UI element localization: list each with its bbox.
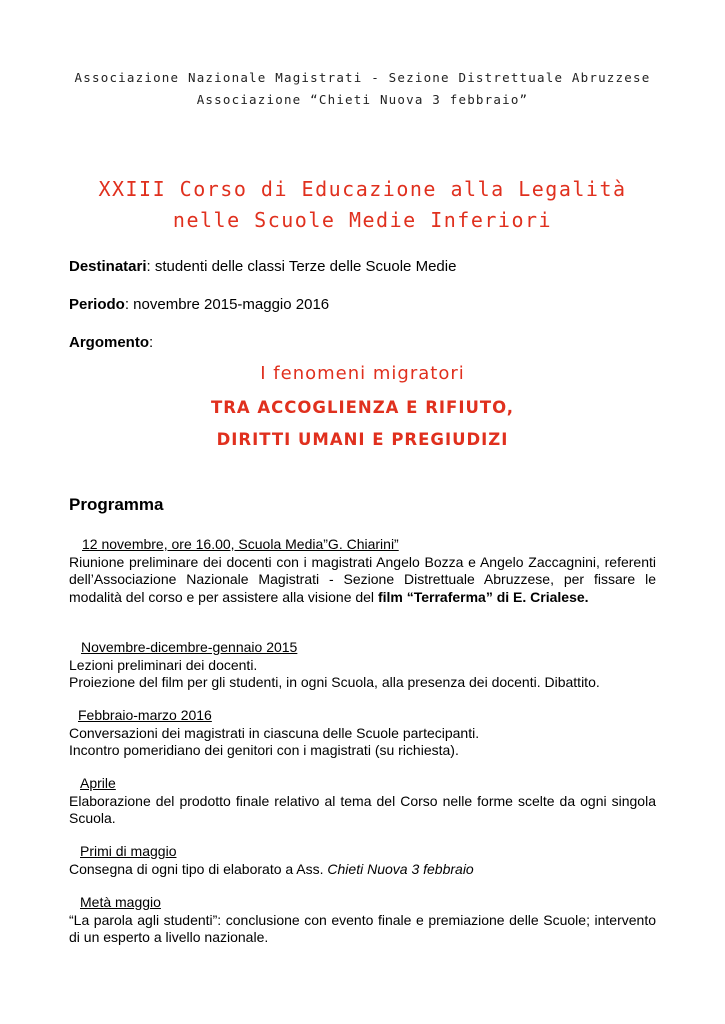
title-line-1: XXIII Corso di Educazione alla Legalità bbox=[98, 177, 627, 201]
destinatari-label: Destinatari bbox=[69, 258, 147, 275]
destinatari-value: : studenti delle classi Terze delle Scuole Medie bbox=[146, 258, 457, 275]
title-line-2: nelle Scuole Medie Inferiori bbox=[172, 208, 553, 232]
item-text-2: Proiezione del film per gli studenti, in ogni Scuola, alla presenza dei docenti. Dibattito. bbox=[69, 674, 600, 690]
programma-heading: Programma bbox=[69, 495, 164, 514]
periodo-value: : novembre 2015-maggio 2016 bbox=[124, 296, 330, 313]
argomento-value: : bbox=[149, 334, 154, 351]
item-date: Primi di maggio bbox=[80, 843, 177, 859]
argomento-label: Argomento bbox=[69, 334, 149, 351]
item-text: Conversazioni dei magistrati in ciascuna delle Scuole partecipanti. bbox=[69, 724, 480, 741]
item-date: Metà maggio bbox=[80, 894, 161, 910]
item-text-2: Incontro pomeridiano dei genitori con i magistrati (su richiesta). bbox=[69, 742, 459, 758]
course-title bbox=[0, 174, 725, 236]
item-text: Riunione preliminare dei docenti con i magistrati Angelo Bozza e Angelo Zaccagnini, referenti dell’Associazione Nazionale Magistrati - Sezione Distrettuale Abruzzese, per fissare le modalità del corso e per assistere alla visione del film “Terraferma” di E. Crialese. bbox=[69, 553, 656, 605]
periodo-label: Periodo bbox=[69, 296, 125, 313]
header-line-2: Associazione “Chieti Nuova 3 febbraio” bbox=[196, 92, 529, 107]
item-text: Consegna di ogni tipo di elaborato a Ass. Chieti Nuova 3 febbraio bbox=[69, 860, 474, 877]
item-date: Febbraio-marzo 2016 bbox=[78, 707, 212, 723]
topic-line-2: TRA ACCOGLIENZA E RIFIUTO, bbox=[210, 398, 515, 417]
item-text: “La parola agli studenti”: conclusione con evento finale e premiazione delle Scuole; intervento di un esperto a livello nazionale. bbox=[69, 911, 656, 945]
program-item bbox=[69, 775, 656, 828]
program-item bbox=[69, 639, 656, 692]
destinatari-field bbox=[69, 257, 456, 276]
topic-line-1: I fenomeni migratori bbox=[260, 363, 465, 384]
program-item bbox=[69, 536, 656, 606]
association-header bbox=[0, 67, 725, 111]
item-text: Elaborazione del prodotto finale relativo al tema del Corso nelle forme scelte da ogni singola Scuola. bbox=[69, 792, 656, 826]
item-date: Novembre-dicembre-gennaio 2015 bbox=[81, 639, 298, 655]
item-date: 12 novembre, ore 16.00, Scuola Media”G. Chiarini” bbox=[82, 536, 399, 552]
program-item bbox=[69, 843, 656, 878]
program-item bbox=[69, 707, 656, 760]
periodo-field bbox=[69, 295, 329, 314]
item-date: Aprile bbox=[80, 775, 116, 791]
topic-line-3: DIRITTI UMANI E PREGIUDIZI bbox=[216, 430, 509, 449]
header-line-1: Associazione Nazionale Magistrati - Sezione Distrettuale Abruzzese bbox=[74, 70, 651, 85]
program-item bbox=[69, 894, 656, 947]
item-text: Lezioni preliminari dei docenti. bbox=[69, 656, 258, 673]
argomento-field bbox=[69, 333, 153, 352]
